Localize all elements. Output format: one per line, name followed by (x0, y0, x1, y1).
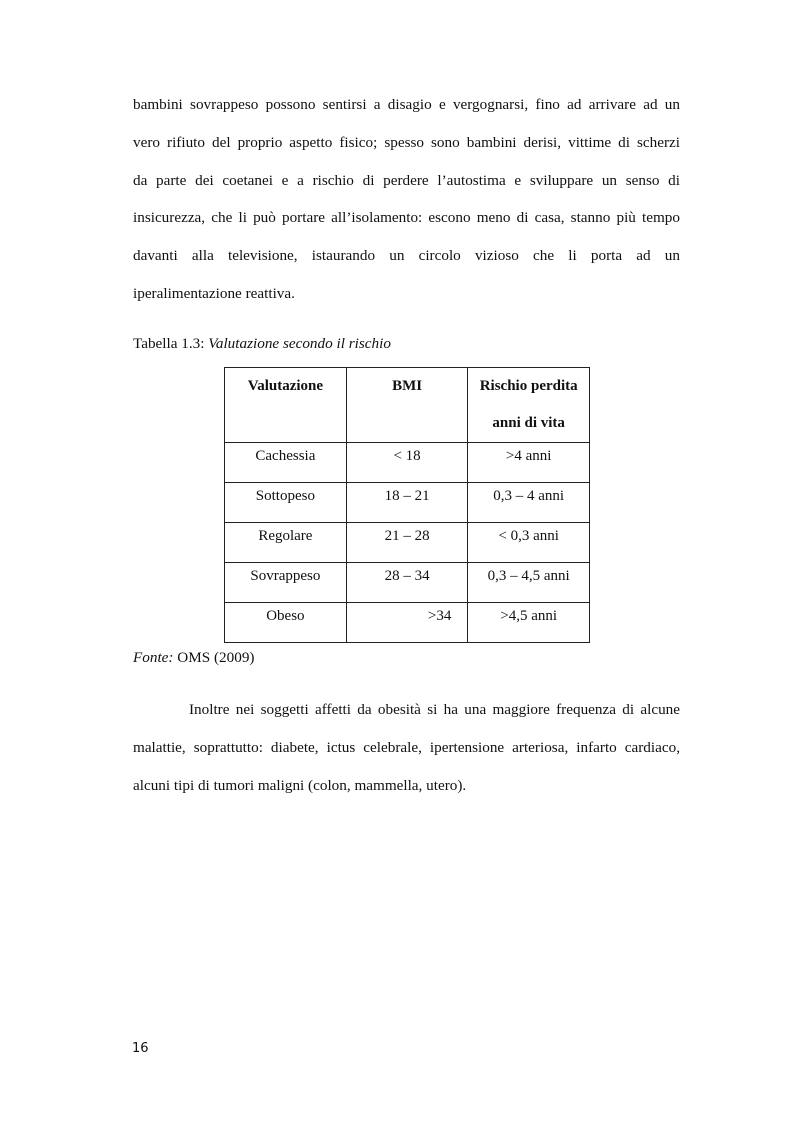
table-cell: 28 – 34 (346, 563, 468, 603)
table-cell: Sottopeso (225, 483, 347, 523)
table-caption-label: Tabella 1.3: (133, 335, 209, 352)
paragraph-line: Inoltre nei soggetti affetti da obesità si ha una maggiore frequenza di alcune (189, 701, 680, 718)
header-rischio: Rischio perdita anni di vita (468, 368, 590, 443)
paragraph-line: insicurezza, che li può portare all’isolamento: escono meno di casa, stanno più tempo (133, 209, 680, 227)
paragraph-line: da parte dei coetanei e a rischio di perdere l’autostima e sviluppare un senso di (133, 171, 680, 189)
table-cell: < 18 (346, 443, 468, 483)
table-source (133, 647, 255, 669)
header-valutazione: Valutazione (225, 368, 347, 443)
table-cell: 0,3 – 4 anni (468, 483, 590, 523)
paragraph-line: alcuni tipi di tumori maligni (colon, mammella, utero). (133, 776, 467, 794)
paragraph-line: vero rifiuto del proprio aspetto fisico; spesso sono bambini derisi, vittime di scherzi (133, 133, 680, 151)
paragraph-line: malattie, soprattutto: diabete, ictus celebrale, ipertensione arteriosa, infarto cardiaco, (133, 738, 680, 756)
paragraph-line: iperalimentazione reattiva. (133, 284, 295, 302)
table-cell: >4,5 anni (468, 603, 590, 643)
source-text: OMS (2009) (173, 649, 255, 666)
table-cell: Sovrappeso (225, 563, 347, 603)
page-number: 16 (132, 1041, 149, 1056)
table-row (225, 443, 590, 483)
table-row (225, 483, 590, 523)
table-cell: Regolare (225, 523, 347, 563)
table-cell: Obeso (225, 603, 347, 643)
body-paragraph-1 (133, 86, 680, 313)
table-row (225, 523, 590, 563)
paragraph-line: davanti alla televisione, istaurando un circolo vizioso che li porta ad un (133, 247, 680, 265)
table-row (225, 563, 590, 603)
table-cell: 21 – 28 (346, 523, 468, 563)
table-cell: >4 anni (468, 443, 590, 483)
body-paragraph-2 (133, 691, 680, 804)
header-bmi: BMI (346, 368, 468, 443)
source-label: Fonte: (133, 649, 174, 666)
table-cell: 0,3 – 4,5 anni (468, 563, 590, 603)
table-cell: Cachessia (225, 443, 347, 483)
table-cell: >34 (346, 603, 468, 643)
table-row (225, 603, 590, 643)
table-header-row (225, 368, 590, 443)
table-cell: < 0,3 anni (468, 523, 590, 563)
table-caption-title: Valutazione secondo il rischio (208, 335, 391, 352)
table-cell: 18 – 21 (346, 483, 468, 523)
paragraph-line: bambini sovrappeso possono sentirsi a disagio e vergognarsi, fino ad arrivare ad un (133, 96, 680, 113)
table-caption (133, 333, 391, 355)
risk-table (224, 367, 590, 643)
